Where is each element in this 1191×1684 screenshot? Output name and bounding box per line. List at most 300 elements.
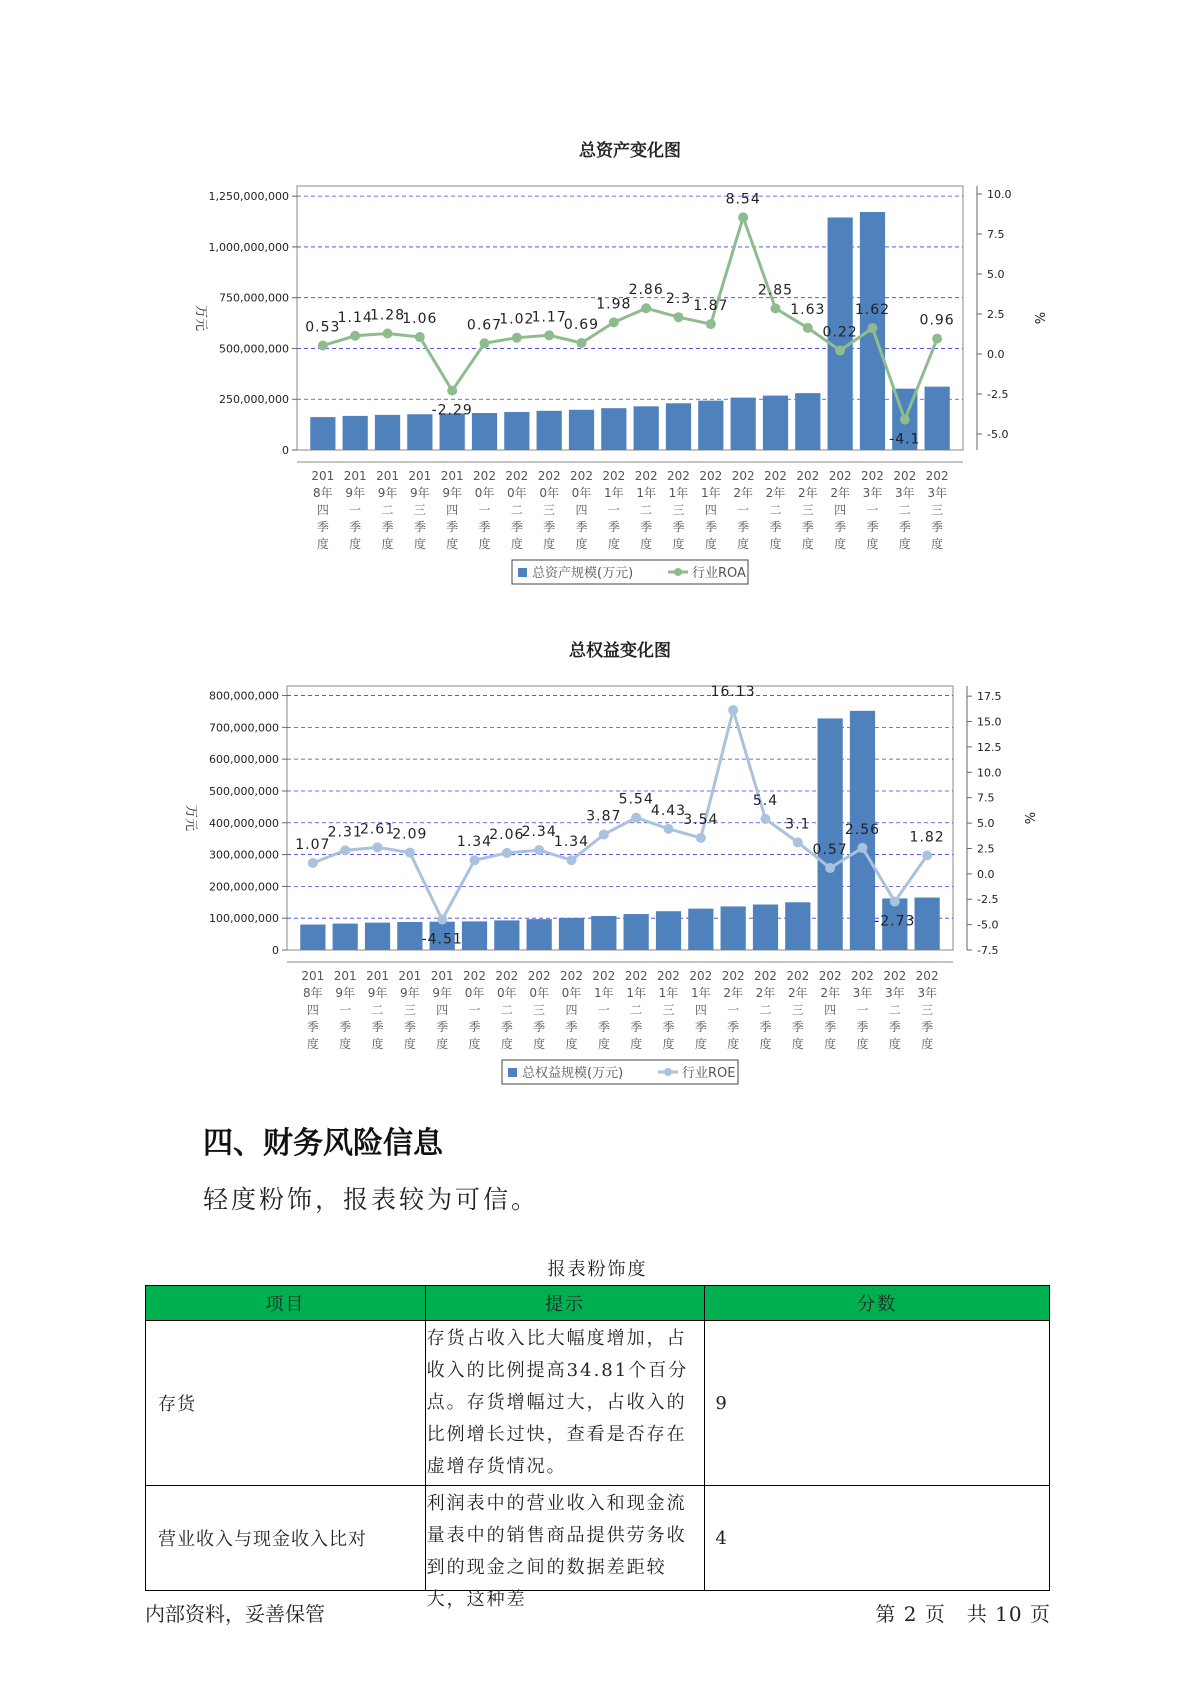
data-label: 1.82 xyxy=(909,829,945,846)
x-tick-part: 202 xyxy=(925,469,949,483)
bar xyxy=(569,410,594,450)
total-equity-chart xyxy=(0,630,1191,1090)
x-tick-part: 9年 xyxy=(410,486,430,500)
x-tick-part: 2年 xyxy=(733,486,753,500)
x-tick-part: 202 xyxy=(624,969,648,983)
x-tick-part: 度 xyxy=(316,537,329,551)
x-tick-part: 度 xyxy=(371,1037,384,1051)
data-label: 0.67 xyxy=(466,317,503,334)
x-tick-part: 季 xyxy=(339,1020,352,1034)
bar xyxy=(666,403,691,450)
data-label: 1.34 xyxy=(456,834,493,851)
x-tick-part: 2年 xyxy=(830,486,850,500)
right-tick-label: 15.0 xyxy=(977,715,1002,729)
bar xyxy=(753,905,778,950)
x-tick-label xyxy=(592,969,615,1051)
line-point xyxy=(470,855,480,865)
right-tick-label: -2.5 xyxy=(987,388,1009,401)
x-tick-part: 9年 xyxy=(442,486,463,500)
x-tick-part: 0年 xyxy=(539,486,559,500)
bar xyxy=(925,387,950,450)
x-tick-part: 三 xyxy=(533,1003,546,1017)
right-tick-label: 10.0 xyxy=(977,766,1002,780)
x-tick-part: 季 xyxy=(662,1020,675,1034)
x-tick-part: 二 xyxy=(888,1003,901,1017)
x-tick-label xyxy=(861,469,884,551)
footer-note: 内部资料，妥善保管 xyxy=(145,1602,325,1626)
data-label: 4.43 xyxy=(650,802,687,819)
x-tick-label xyxy=(732,469,755,551)
x-tick-part: 度 xyxy=(759,1037,772,1051)
x-tick-part: 202 xyxy=(699,469,723,483)
x-tick-part: 季 xyxy=(801,520,814,534)
left-tick-label: 500,000,000 xyxy=(219,342,289,356)
x-tick-label xyxy=(366,969,389,1051)
data-label: 0.69 xyxy=(563,316,600,333)
header-score: 分数 xyxy=(705,1286,1050,1321)
x-tick-label xyxy=(376,469,399,551)
x-tick-label xyxy=(754,969,777,1051)
bar xyxy=(634,406,659,450)
x-tick-label xyxy=(916,969,939,1051)
left-tick-label: 700,000,000 xyxy=(209,721,279,735)
x-tick-part: 度 xyxy=(834,537,847,551)
x-tick-part: 二 xyxy=(371,1003,384,1017)
left-tick-label: 100,000,000 xyxy=(209,912,279,926)
bar xyxy=(343,416,368,450)
bar xyxy=(494,920,519,950)
right-tick-label: 2.5 xyxy=(987,308,1005,321)
x-tick-part: 3年 xyxy=(894,486,915,500)
row-item: 存货 xyxy=(146,1321,426,1486)
line-point xyxy=(738,212,748,222)
x-tick-part: 度 xyxy=(533,1037,546,1051)
total-assets-chart xyxy=(0,130,1191,590)
data-label: 5.4 xyxy=(752,793,779,810)
line-point xyxy=(663,824,673,834)
x-tick-part: 季 xyxy=(921,1020,934,1034)
bar xyxy=(472,413,497,450)
right-tick-label: 5.0 xyxy=(977,817,995,831)
x-tick-part: 0年 xyxy=(474,486,495,500)
risk-summary: 轻度粉饰，报表较为可信。 xyxy=(203,1185,540,1214)
x-tick-label xyxy=(796,469,819,551)
row-item: 营业收入与现金收入比对 xyxy=(146,1486,426,1591)
x-tick-part: 二 xyxy=(769,503,782,517)
x-tick-label xyxy=(311,469,334,551)
x-tick-label xyxy=(301,969,324,1051)
x-tick-part: 季 xyxy=(468,1020,481,1034)
legend-bar-swatch xyxy=(508,1068,517,1077)
line-point xyxy=(373,842,383,852)
x-tick-part: 四 xyxy=(436,1003,449,1017)
x-tick-part: 二 xyxy=(640,503,653,517)
data-label: 5.54 xyxy=(618,791,654,808)
bar xyxy=(365,923,390,950)
x-tick-part: 季 xyxy=(856,1020,869,1034)
line-point xyxy=(609,317,619,327)
x-tick-part: 201 xyxy=(343,469,367,483)
x-tick-part: 2年 xyxy=(787,986,808,1000)
legend-bar-swatch xyxy=(518,568,527,577)
line-point xyxy=(383,329,393,339)
risk-table xyxy=(145,1285,1050,1610)
x-tick-part: 3年 xyxy=(852,986,873,1000)
x-tick-part: 度 xyxy=(694,1037,707,1051)
row-hint: 存货占收入比大幅度增加，占收入的比例提高34.81个百分点。存货增幅过大，占收入的比例增长过快，查看是否存在虚增存货情况。 xyxy=(425,1321,705,1486)
x-tick-part: 度 xyxy=(727,1037,740,1051)
data-label: 1.63 xyxy=(790,301,826,318)
x-tick-part: 季 xyxy=(436,1020,449,1034)
x-tick-label xyxy=(635,469,658,551)
x-tick-part: 四 xyxy=(824,1003,837,1017)
line-point xyxy=(567,855,577,865)
x-tick-part: 0年 xyxy=(464,986,485,1000)
x-tick-part: 1年 xyxy=(691,986,711,1000)
x-tick-part: 季 xyxy=(931,520,944,534)
x-tick-part: 度 xyxy=(446,537,459,551)
left-axis-label: 万元 xyxy=(183,804,198,832)
left-tick-label: 0 xyxy=(282,444,289,457)
legend xyxy=(502,1060,738,1084)
x-tick-part: 202 xyxy=(602,469,626,483)
x-tick-part: 度 xyxy=(349,537,362,551)
legend-line-marker xyxy=(664,1068,672,1076)
right-axis-label: % xyxy=(1031,311,1046,325)
x-tick-label xyxy=(398,969,421,1051)
x-tick-part: 四 xyxy=(575,503,588,517)
x-tick-label xyxy=(819,969,842,1051)
x-tick-part: 8年 xyxy=(303,986,323,1000)
left-tick-label: 1,250,000,000 xyxy=(208,190,289,204)
x-tick-label xyxy=(441,469,464,551)
x-tick-part: 202 xyxy=(721,969,745,983)
data-label: 0.57 xyxy=(812,842,848,859)
x-tick-part: 202 xyxy=(731,469,755,483)
bar xyxy=(397,922,422,950)
x-tick-part: 201 xyxy=(408,469,432,483)
x-tick-part: 季 xyxy=(478,520,491,534)
x-tick-part: 2年 xyxy=(820,986,840,1000)
bar xyxy=(688,909,713,950)
bar xyxy=(407,414,432,450)
left-tick-label: 800,000,000 xyxy=(209,689,279,703)
x-tick-part: 9年 xyxy=(367,986,388,1000)
legend xyxy=(512,560,748,584)
x-tick-label xyxy=(431,969,454,1051)
x-tick-part: 三 xyxy=(791,1003,804,1017)
x-tick-label xyxy=(829,469,852,551)
x-tick-label xyxy=(570,469,593,551)
line-point xyxy=(835,345,845,355)
data-label: 0.53 xyxy=(305,319,341,336)
x-tick-part: 一 xyxy=(856,1003,869,1017)
data-label: 2.31 xyxy=(327,824,363,841)
bar xyxy=(656,911,681,950)
line-point xyxy=(770,303,780,313)
line-point xyxy=(308,858,318,868)
x-tick-part: 四 xyxy=(306,1003,319,1017)
x-tick-part: 度 xyxy=(856,1037,869,1051)
chart-svg xyxy=(0,630,1191,1090)
x-tick-part: 2年 xyxy=(797,486,818,500)
x-tick-part: 202 xyxy=(570,469,593,483)
x-tick-part: 度 xyxy=(575,537,588,551)
line-point xyxy=(890,897,900,907)
x-tick-part: 季 xyxy=(403,1020,416,1034)
x-tick-part: 202 xyxy=(667,469,690,483)
data-label: 1.17 xyxy=(531,309,567,326)
bar xyxy=(763,396,788,450)
x-tick-label xyxy=(786,969,809,1051)
x-tick-part: 季 xyxy=(834,520,847,534)
line-point xyxy=(696,833,706,843)
x-tick-part: 3年 xyxy=(917,986,937,1000)
x-tick-part: 8年 xyxy=(313,486,333,500)
data-label: 2.06 xyxy=(489,826,525,843)
line-point xyxy=(350,331,360,341)
x-tick-part: 季 xyxy=(543,520,556,534)
data-label: -4.51 xyxy=(421,931,463,948)
chart-title: 总资产变化图 xyxy=(579,141,681,161)
x-tick-part: 季 xyxy=(769,520,782,534)
x-tick-part: 三 xyxy=(413,503,426,517)
x-tick-label xyxy=(495,969,518,1051)
line-point xyxy=(544,330,554,340)
bar xyxy=(818,718,843,950)
x-tick-part: 季 xyxy=(630,1020,643,1034)
data-label: 1.06 xyxy=(402,311,438,328)
x-tick-label xyxy=(764,469,787,551)
data-label: 3.87 xyxy=(586,808,622,825)
x-tick-part: 三 xyxy=(662,1003,675,1017)
table-caption: 报表粉饰度 xyxy=(547,1259,648,1280)
x-tick-part: 一 xyxy=(339,1003,352,1017)
right-tick-label: 2.5 xyxy=(977,842,995,856)
right-tick-label: 0.0 xyxy=(977,867,995,881)
x-tick-label xyxy=(851,969,874,1051)
x-tick-part: 季 xyxy=(510,520,523,534)
line-point xyxy=(900,415,910,425)
right-tick-label: 5.0 xyxy=(987,268,1005,281)
x-tick-part: 3年 xyxy=(862,486,883,500)
line-point xyxy=(673,312,683,322)
x-tick-part: 二 xyxy=(381,503,394,517)
x-tick-part: 202 xyxy=(861,469,884,483)
x-tick-label xyxy=(334,969,357,1051)
x-tick-part: 202 xyxy=(537,469,561,483)
x-tick-part: 201 xyxy=(301,969,325,983)
x-tick-part: 2年 xyxy=(723,986,743,1000)
line-point xyxy=(825,863,835,873)
x-tick-part: 季 xyxy=(607,520,620,534)
x-tick-label xyxy=(408,469,431,551)
data-label: 1.14 xyxy=(337,309,373,326)
x-tick-part: 度 xyxy=(597,1037,610,1051)
x-tick-part: 度 xyxy=(565,1037,578,1051)
x-tick-label xyxy=(560,969,583,1051)
x-tick-part: 9年 xyxy=(377,486,398,500)
x-tick-part: 201 xyxy=(376,469,399,483)
x-tick-part: 202 xyxy=(818,969,842,983)
line-point xyxy=(340,845,350,855)
x-tick-part: 一 xyxy=(737,503,750,517)
x-tick-part: 二 xyxy=(898,503,911,517)
x-tick-part: 三 xyxy=(403,1003,416,1017)
x-tick-part: 1年 xyxy=(658,986,679,1000)
x-tick-part: 四 xyxy=(565,1003,578,1017)
data-label: 1.07 xyxy=(295,836,331,853)
x-tick-part: 202 xyxy=(592,969,616,983)
x-tick-part: 202 xyxy=(796,469,820,483)
right-tick-label: 0.0 xyxy=(987,348,1005,361)
bar xyxy=(375,415,400,450)
x-tick-part: 四 xyxy=(834,503,847,517)
x-tick-label xyxy=(667,469,690,551)
row-hint: 利润表中的营业收入和现金流量表中的销售商品提供劳务收到的现金之间的数据差距较大，这种差 xyxy=(426,1493,687,1610)
x-tick-part: 季 xyxy=(371,1020,384,1034)
x-tick-part: 季 xyxy=(824,1020,837,1034)
x-tick-part: 9年 xyxy=(335,986,356,1000)
data-label: 1.28 xyxy=(369,307,406,324)
data-label: 0.22 xyxy=(822,324,858,341)
x-tick-part: 202 xyxy=(828,469,852,483)
x-tick-part: 季 xyxy=(446,520,459,534)
x-tick-part: 202 xyxy=(893,469,917,483)
x-tick-part: 度 xyxy=(510,537,523,551)
legend-bar-label: 总资产规模(万元) xyxy=(532,566,634,581)
x-tick-part: 度 xyxy=(403,1037,416,1051)
x-tick-part: 度 xyxy=(413,537,426,551)
x-tick-part: 度 xyxy=(381,537,394,551)
x-tick-part: 度 xyxy=(630,1037,643,1051)
x-tick-part: 202 xyxy=(851,969,874,983)
x-tick-part: 度 xyxy=(640,537,653,551)
right-tick-label: 7.5 xyxy=(987,228,1005,241)
header-hint: 提示 xyxy=(425,1286,705,1321)
x-tick-part: 季 xyxy=(888,1020,901,1034)
x-tick-part: 0年 xyxy=(561,986,582,1000)
x-tick-part: 季 xyxy=(704,520,717,534)
row-score: 9 xyxy=(705,1321,1050,1486)
x-tick-part: 度 xyxy=(672,537,685,551)
x-tick-part: 3年 xyxy=(884,986,905,1000)
x-tick-label xyxy=(883,969,906,1051)
x-tick-part: 202 xyxy=(560,969,583,983)
x-tick-part: 度 xyxy=(662,1037,675,1051)
x-tick-part: 1年 xyxy=(594,986,614,1000)
right-tick-label: -5.0 xyxy=(977,918,999,932)
left-tick-label: 300,000,000 xyxy=(209,848,279,862)
bar xyxy=(795,393,820,450)
x-tick-part: 202 xyxy=(689,969,713,983)
line-point xyxy=(512,333,522,343)
chart-svg xyxy=(0,130,1191,590)
left-tick-label: 0 xyxy=(272,944,279,957)
right-tick-label: -5.0 xyxy=(987,428,1009,441)
x-tick-part: 202 xyxy=(754,969,777,983)
bar xyxy=(527,919,552,950)
x-tick-part: 0年 xyxy=(497,986,517,1000)
line-point xyxy=(867,323,877,333)
left-tick-label: 600,000,000 xyxy=(209,753,279,767)
table-row xyxy=(146,1321,1050,1486)
bar xyxy=(785,902,810,950)
line-point xyxy=(932,334,942,344)
chart-title: 总权益变化图 xyxy=(569,641,671,661)
line-point xyxy=(803,323,813,333)
data-label: 2.61 xyxy=(359,821,396,838)
legend-line-marker xyxy=(674,568,682,576)
line-point xyxy=(415,332,425,342)
x-tick-part: 三 xyxy=(672,503,685,517)
x-tick-part: 201 xyxy=(311,469,335,483)
data-label: 1.02 xyxy=(499,311,535,328)
right-tick-label: -7.5 xyxy=(977,944,999,957)
x-tick-part: 四 xyxy=(694,1003,707,1017)
x-tick-part: 202 xyxy=(786,969,810,983)
left-tick-label: 400,000,000 xyxy=(209,816,279,830)
x-tick-part: 度 xyxy=(769,537,782,551)
x-tick-part: 二 xyxy=(500,1003,513,1017)
x-tick-label xyxy=(689,969,712,1051)
x-tick-part: 四 xyxy=(316,503,329,517)
bar xyxy=(462,921,487,950)
x-tick-part: 季 xyxy=(694,1020,707,1034)
x-tick-part: 季 xyxy=(597,1020,610,1034)
bar xyxy=(504,412,529,450)
x-tick-part: 三 xyxy=(931,503,944,517)
x-tick-label xyxy=(625,969,648,1051)
x-tick-part: 一 xyxy=(468,1003,481,1017)
x-tick-part: 度 xyxy=(921,1037,934,1051)
line-point xyxy=(405,848,415,858)
line-point xyxy=(793,837,803,847)
bar xyxy=(591,916,616,950)
x-tick-part: 202 xyxy=(505,469,529,483)
x-tick-part: 季 xyxy=(640,520,653,534)
x-tick-part: 9年 xyxy=(345,486,366,500)
data-label: -4.1 xyxy=(889,431,921,448)
bar xyxy=(731,398,756,450)
data-label: 3.54 xyxy=(683,811,719,828)
x-tick-part: 度 xyxy=(543,537,556,551)
bar xyxy=(537,411,562,450)
x-tick-part: 度 xyxy=(704,537,717,551)
x-tick-part: 0年 xyxy=(571,486,592,500)
data-label: 2.56 xyxy=(844,821,881,838)
legend-line-label: 行业ROE xyxy=(682,1066,736,1081)
x-tick-part: 季 xyxy=(413,520,426,534)
x-tick-part: 度 xyxy=(339,1037,352,1051)
left-tick-label: 250,000,000 xyxy=(219,393,289,407)
x-tick-part: 201 xyxy=(440,469,464,483)
data-label: 1.87 xyxy=(693,298,729,315)
right-tick-label: 10.0 xyxy=(987,188,1012,201)
x-tick-part: 一 xyxy=(478,503,491,517)
x-tick-part: 度 xyxy=(888,1037,901,1051)
x-tick-part: 0年 xyxy=(529,986,549,1000)
line-point xyxy=(631,813,641,823)
x-tick-part: 201 xyxy=(430,969,454,983)
x-tick-part: 二 xyxy=(759,1003,772,1017)
left-axis-label: 万元 xyxy=(193,304,208,332)
x-tick-part: 季 xyxy=(575,520,588,534)
x-tick-part: 三 xyxy=(921,1003,934,1017)
line-point xyxy=(318,341,328,351)
line-point xyxy=(437,915,447,925)
x-tick-part: 201 xyxy=(366,969,389,983)
